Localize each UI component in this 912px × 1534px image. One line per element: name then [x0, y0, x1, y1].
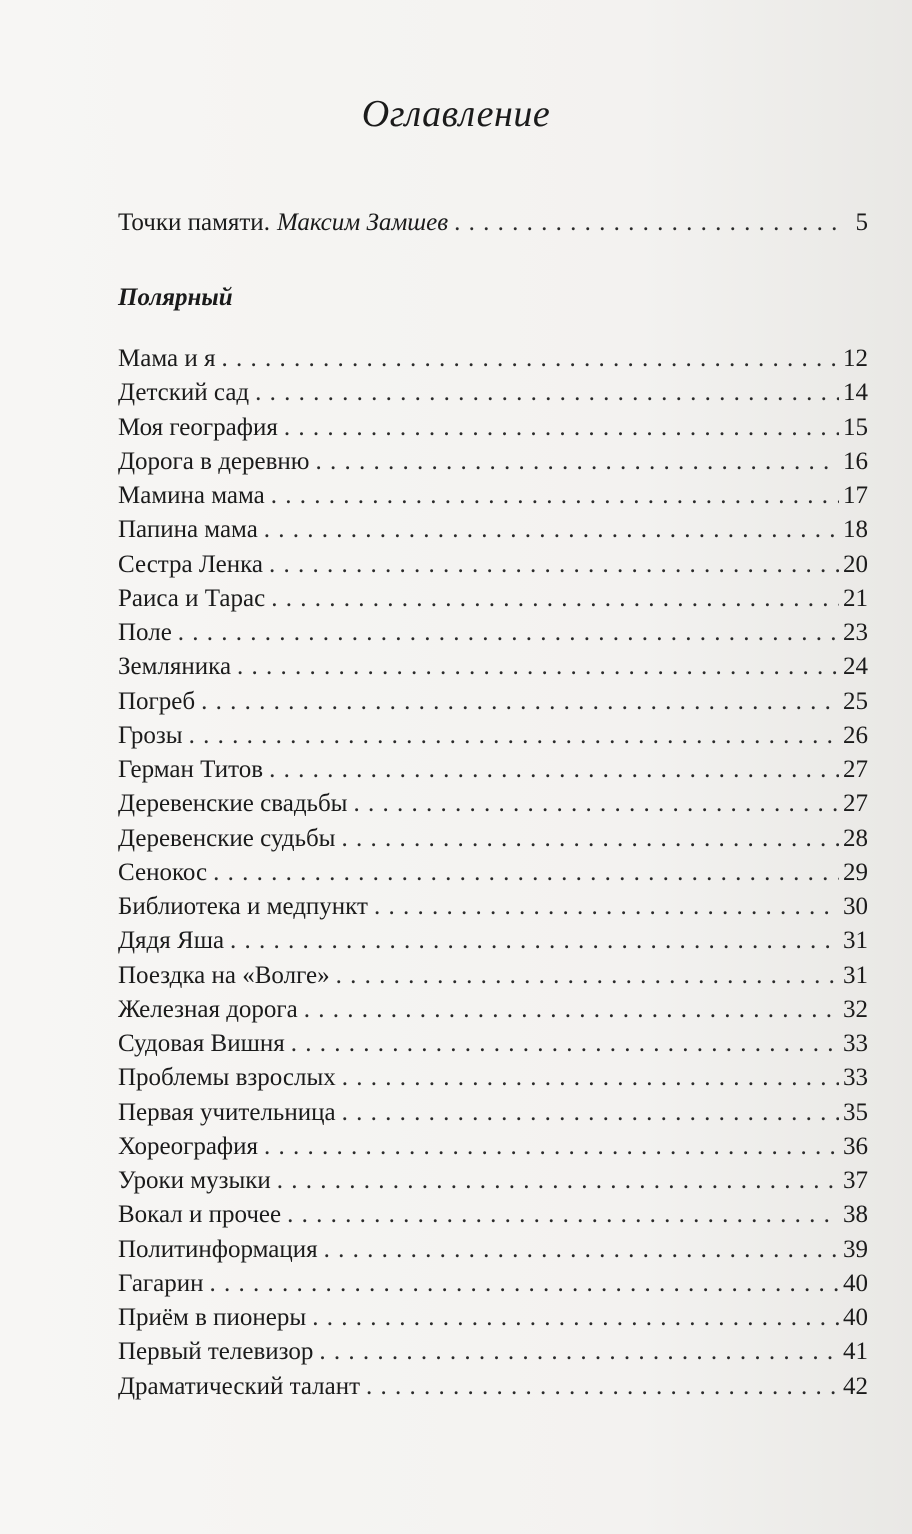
dot-leader — [353, 787, 839, 821]
dot-leader — [230, 924, 839, 958]
toc-entry-title: Проблемы взрослых — [118, 1064, 336, 1092]
toc-entry-page: 15 — [843, 413, 868, 441]
toc-entry-title: Вокал и прочее — [118, 1201, 282, 1229]
toc-entry-page: 36 — [843, 1132, 868, 1160]
toc-entry-row — [118, 890, 868, 924]
toc-entry-row — [118, 1061, 868, 1095]
toc-entry-page: 26 — [843, 721, 868, 749]
toc-entry-page: 23 — [843, 619, 868, 646]
toc-entry-row — [118, 1301, 868, 1335]
toc-entry-row — [118, 1096, 868, 1130]
dot-leader — [341, 822, 839, 856]
toc-entry-title: Детский сад — [118, 379, 250, 407]
toc-entry-title: Гагарин — [118, 1269, 204, 1297]
dot-leader — [366, 1370, 839, 1404]
dot-leader — [312, 1301, 839, 1335]
toc-entry-row — [118, 1370, 868, 1404]
dot-leader — [210, 1267, 839, 1301]
toc-entry-page: 18 — [843, 516, 868, 544]
dot-leader — [255, 376, 839, 410]
toc-entry-row — [118, 513, 868, 547]
toc-entry-title: Моя география — [118, 413, 278, 441]
dot-leader — [269, 548, 839, 582]
dot-leader — [264, 513, 839, 547]
page-title: Оглавление — [361, 93, 551, 135]
dot-leader — [342, 1096, 839, 1130]
dot-leader — [336, 959, 839, 993]
toc-entry-title: Мама и я — [118, 345, 216, 372]
toc-entry-row — [118, 445, 868, 479]
toc-entry-title: Земляника — [118, 653, 232, 681]
dot-leader — [454, 206, 840, 240]
toc-entry-page: 32 — [843, 995, 868, 1023]
dot-leader — [319, 1335, 839, 1369]
section-heading: Полярный — [118, 284, 233, 311]
toc-entry-row — [118, 479, 868, 513]
toc-entry-row — [118, 856, 868, 890]
toc-entry-title: Деревенские судьбы — [118, 824, 336, 852]
toc-entry-row — [118, 1164, 868, 1198]
toc-entry-title: Дорога в деревню — [118, 447, 310, 475]
toc-entry-row — [118, 959, 868, 993]
toc-entry-title: Папина мама — [118, 516, 258, 544]
toc-entry-title: Приём в пионеры — [118, 1304, 307, 1331]
toc-entry-title: Железная дорога — [118, 995, 298, 1023]
dot-leader — [342, 1061, 839, 1095]
toc-entry-title: Драматический талант — [118, 1372, 361, 1400]
dot-leader — [189, 719, 839, 753]
toc-entry-page: 28 — [843, 824, 868, 852]
toc-entry-row — [118, 1027, 868, 1061]
toc-entry-title: Первый телевизор — [118, 1338, 314, 1366]
toc-entry-title: Деревенские свадьбы — [118, 790, 348, 818]
toc-entry-row — [118, 993, 868, 1027]
toc-entry-title: Библиотека и медпункт — [118, 893, 368, 920]
dot-leader — [315, 445, 839, 479]
toc-intro-row — [118, 206, 868, 240]
dot-leader — [291, 1027, 839, 1061]
toc-entry-page: 17 — [843, 482, 868, 509]
dot-leader — [221, 342, 839, 376]
toc-entry-title: Политинформация — [118, 1235, 318, 1263]
toc-entry-page: 41 — [843, 1338, 868, 1366]
dot-leader — [264, 1130, 839, 1164]
toc-entry-page: 40 — [843, 1269, 868, 1297]
dot-leader — [304, 993, 839, 1027]
dot-leader — [284, 411, 839, 445]
toc-entry-row — [118, 1130, 868, 1164]
toc-entry-row — [118, 719, 868, 753]
toc-entry-page: 21 — [843, 584, 868, 612]
toc-entry-page: 37 — [843, 1167, 868, 1194]
toc-entry-page: 30 — [843, 893, 868, 920]
dot-leader — [201, 685, 839, 719]
toc-entry-title: Герман Титов — [118, 756, 264, 783]
dot-leader — [269, 753, 839, 787]
toc-entry-row — [118, 685, 868, 719]
toc-entry-page: 35 — [843, 1098, 868, 1126]
toc-entry-page: 29 — [843, 858, 868, 886]
toc-entry-row — [118, 548, 868, 582]
toc-entry-page: 33 — [843, 1030, 868, 1057]
toc-entry-row — [118, 1233, 868, 1267]
toc-entry-row — [118, 1335, 868, 1369]
toc-entry-page: 20 — [843, 550, 868, 578]
toc-entry-title: Мамина мама — [118, 482, 265, 509]
toc-entry-title: Поле — [118, 619, 172, 646]
toc-entry-title: Дядя Яша — [118, 927, 225, 955]
toc-intro-author: Максим Замшев — [276, 209, 449, 236]
toc-entry-page: 31 — [843, 961, 868, 989]
toc-entry-page: 27 — [843, 790, 868, 818]
toc-entry-page: 12 — [843, 345, 868, 372]
toc-entry-title: Сенокос — [118, 858, 208, 886]
toc-entry-title: Первая учительница — [118, 1098, 336, 1126]
dot-leader — [374, 890, 839, 924]
toc-entry-row — [118, 924, 868, 958]
toc-entry-page: 38 — [843, 1201, 868, 1229]
toc-entry-page: 24 — [843, 653, 868, 681]
toc-entry-row — [118, 1198, 868, 1232]
toc-entry-title: Погреб — [118, 687, 196, 715]
toc-entry-row — [118, 822, 868, 856]
toc-entry-row — [118, 650, 868, 684]
dot-leader — [277, 1164, 839, 1198]
toc-entry-row — [118, 376, 868, 410]
toc-entry-row — [118, 616, 868, 650]
toc-entry-title: Уроки музыки — [118, 1167, 271, 1194]
toc-entry-page: 40 — [843, 1304, 868, 1331]
toc-entry-page: 16 — [843, 447, 868, 475]
dot-leader — [178, 616, 839, 650]
toc-entry-row — [118, 753, 868, 787]
toc-intro-title: Точки памяти. — [118, 209, 270, 236]
dot-leader — [213, 856, 839, 890]
toc-entry-row — [118, 582, 868, 616]
toc-entry-title: Грозы — [118, 721, 183, 749]
dot-leader — [287, 1198, 839, 1232]
toc-entry-page: 25 — [843, 687, 868, 715]
dot-leader — [237, 650, 839, 684]
toc-entry-row — [118, 787, 868, 821]
toc-intro-page: 5 — [855, 209, 868, 236]
dot-leader — [271, 582, 839, 616]
toc-entry-title: Сестра Ленка — [118, 550, 263, 578]
toc-entry-title: Хореография — [118, 1132, 259, 1160]
toc-entry-page: 31 — [843, 927, 868, 955]
dot-leader — [324, 1233, 839, 1267]
toc-entry-row — [118, 342, 868, 376]
toc-entry-row — [118, 411, 868, 445]
toc-entry-row — [118, 1267, 868, 1301]
dot-leader — [271, 479, 839, 513]
toc-entry-page: 33 — [843, 1064, 868, 1092]
toc-entry-page: 27 — [843, 756, 868, 783]
toc-entry-title: Судовая Вишня — [118, 1030, 285, 1057]
toc-entry-page: 42 — [843, 1372, 868, 1400]
toc-entry-title: Раиса и Тарас — [118, 584, 266, 612]
toc-entry-page: 39 — [843, 1235, 868, 1263]
toc-entry-title: Поездка на «Волге» — [118, 961, 330, 989]
toc-entry-page: 14 — [843, 379, 868, 407]
